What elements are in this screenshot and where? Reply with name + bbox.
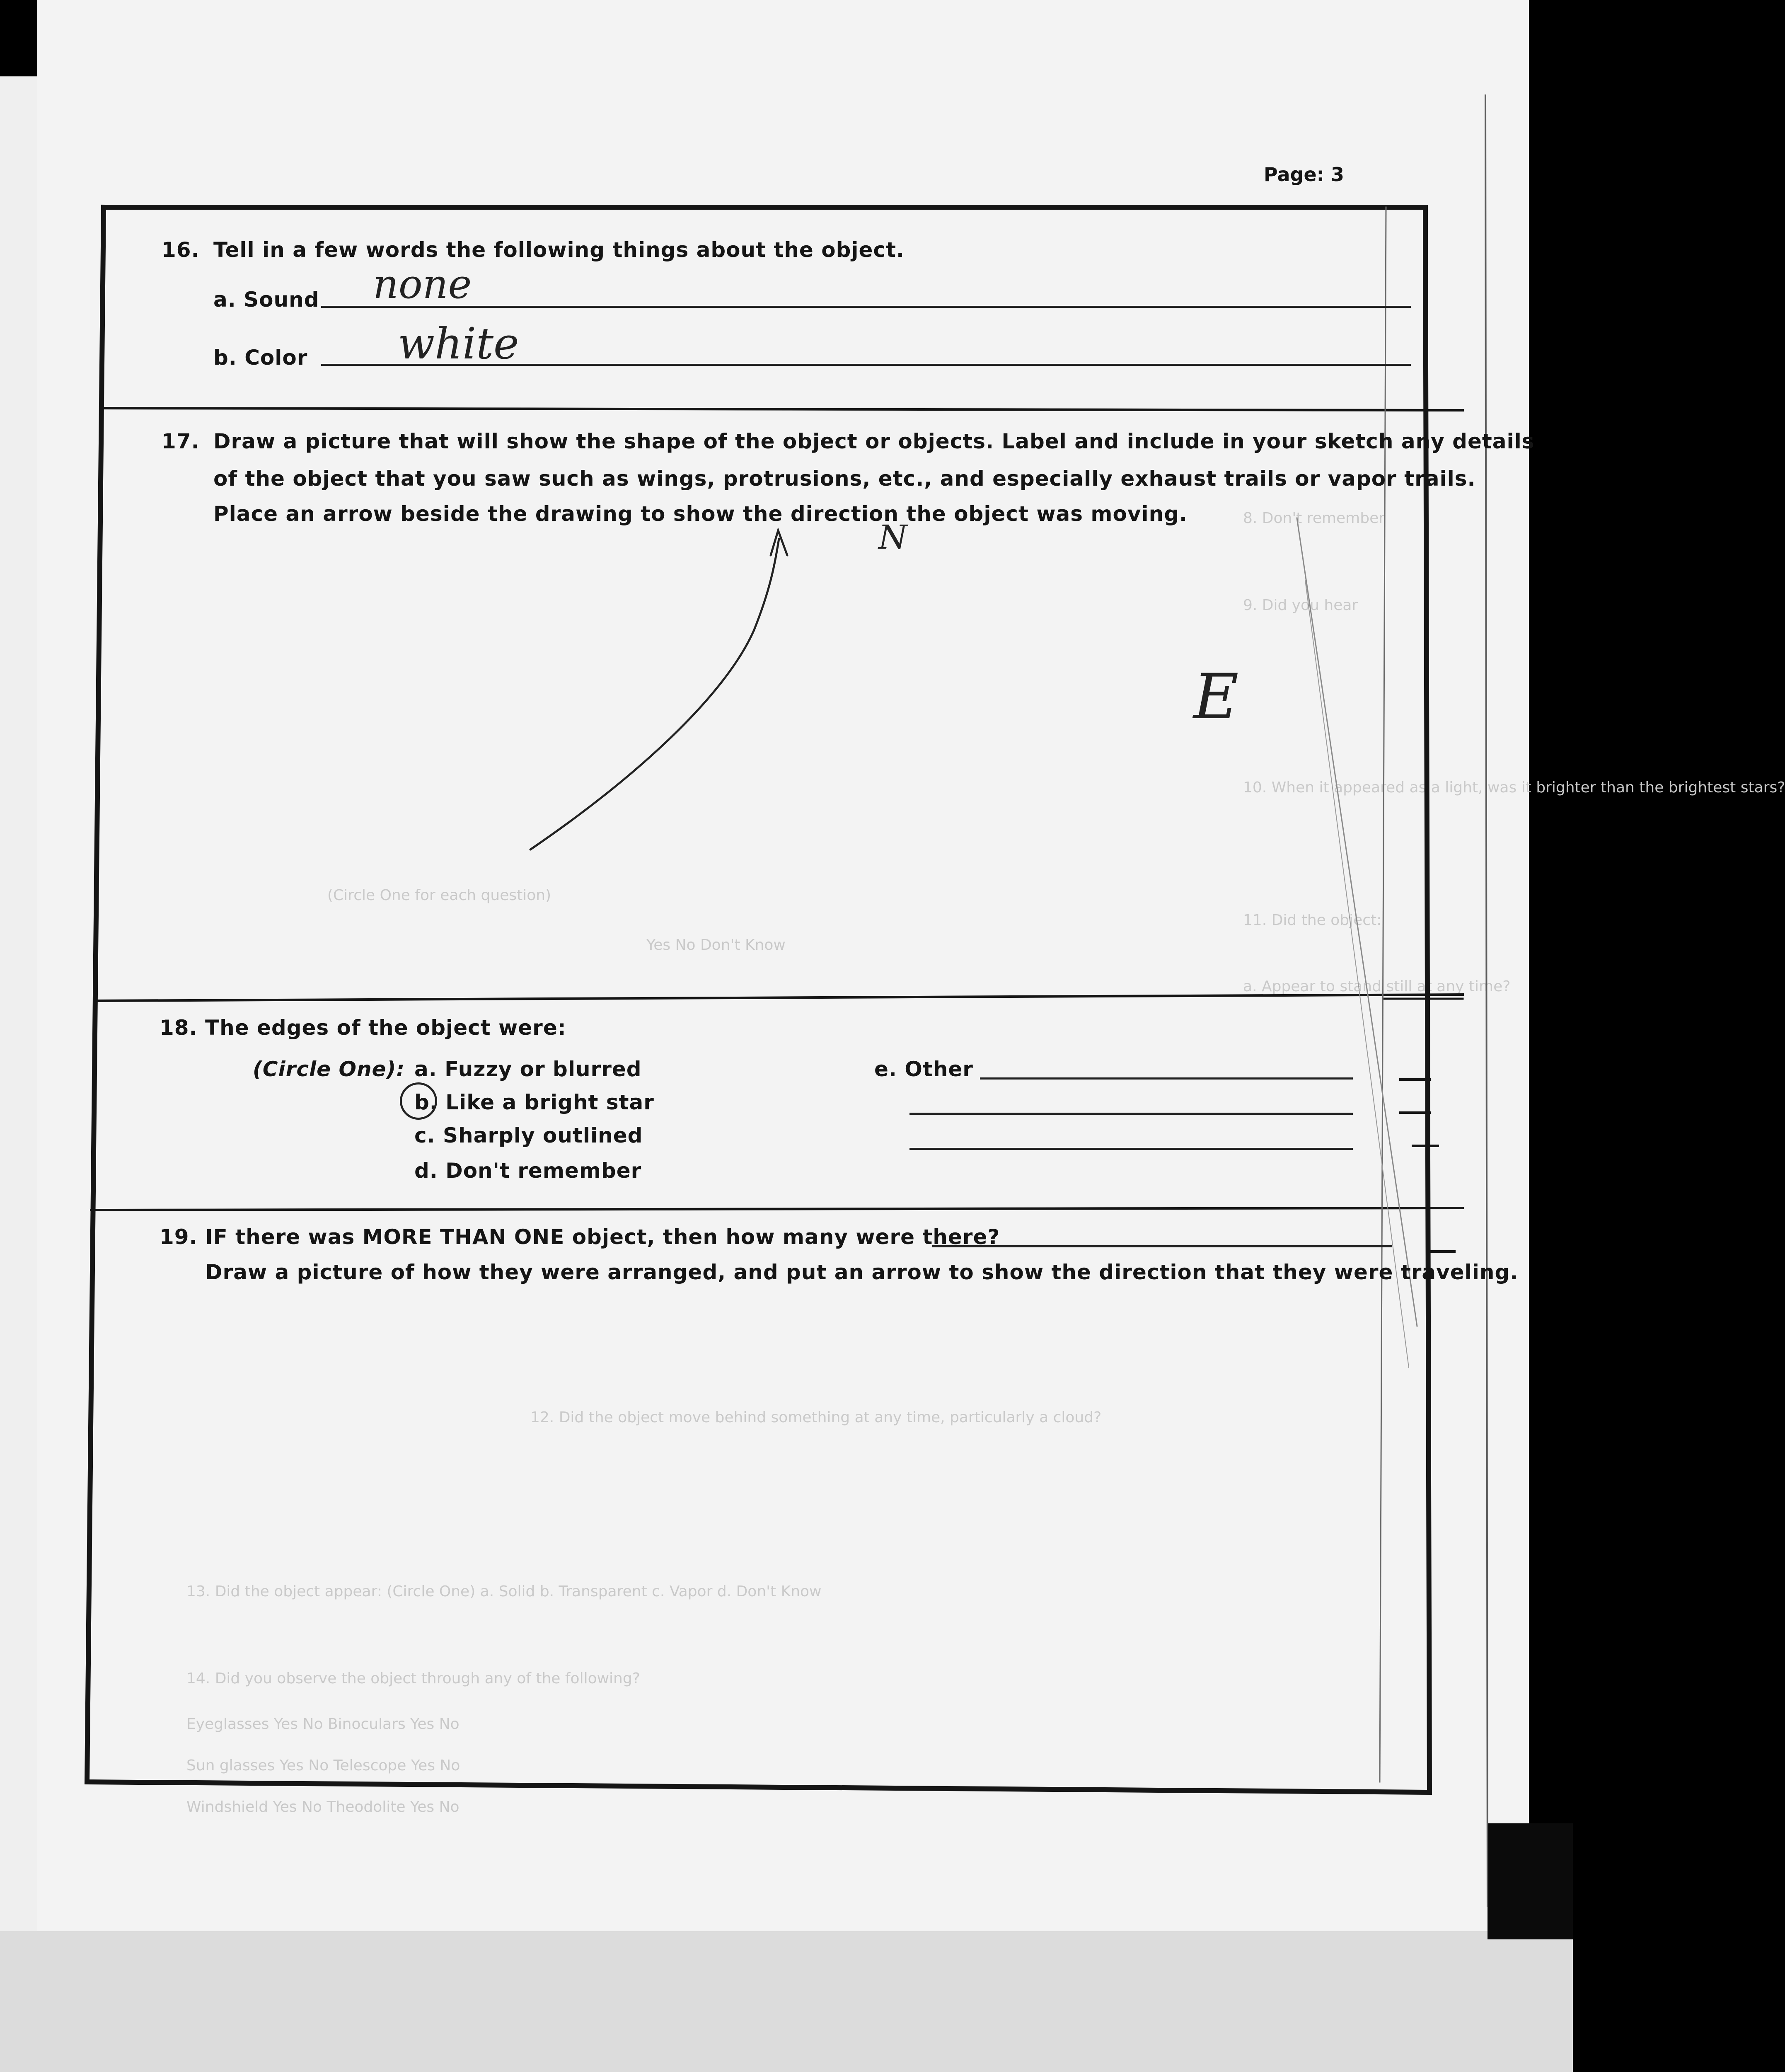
bleed-line: 8. Don't remember bbox=[1243, 510, 1385, 527]
q17-instructions-line1: Draw a picture that will show the shape of the object or objects. Label and include in your sketch any details bbox=[213, 429, 1535, 453]
q19-prompt-line2: Draw a picture of how they were arranged, and put an arrow to show the direction that they were traveling. bbox=[205, 1260, 1519, 1284]
q19-sketch-area[interactable] bbox=[124, 1297, 1392, 1761]
q17-instructions-line3: Place an arrow beside the drawing to show the direction the object was moving. bbox=[213, 502, 1188, 526]
bleed-line: (Circle One for each question) bbox=[327, 887, 551, 904]
page-number: Page: 3 bbox=[1264, 163, 1345, 186]
q19-count-line[interactable] bbox=[932, 1245, 1392, 1247]
q16-sound-label: a. Sound bbox=[213, 288, 319, 312]
q17-sketch-area[interactable] bbox=[497, 522, 1284, 879]
bleed-line: Sun glasses Yes No Telescope Yes No bbox=[186, 1757, 460, 1774]
q18-option-c[interactable]: c. Sharply outlined bbox=[414, 1123, 643, 1147]
sketch-north-label: N bbox=[878, 518, 907, 557]
q18-circle-one: (Circle One): bbox=[253, 1057, 405, 1081]
q18-option-e[interactable]: e. Other bbox=[874, 1057, 973, 1081]
q18-other-line-2[interactable] bbox=[909, 1113, 1353, 1115]
q16-color-label: b. Color bbox=[213, 346, 308, 370]
bleed-line: Windshield Yes No Theodolite Yes No bbox=[186, 1798, 460, 1815]
q16-sound-answer[interactable]: none bbox=[373, 261, 472, 307]
bleed-line: 10. When it appeared as a light, was it brighter than the brightest stars? bbox=[1243, 779, 1785, 796]
q17-number: 17. bbox=[162, 429, 200, 453]
q18-other-line-1[interactable] bbox=[980, 1077, 1353, 1080]
bleed-line: 9. Did you hear bbox=[1243, 597, 1358, 614]
q18-other-line-3[interactable] bbox=[909, 1148, 1353, 1150]
q18-number: 18. bbox=[160, 1016, 198, 1040]
q18-prompt: The edges of the object were: bbox=[205, 1016, 566, 1040]
bleed-line: 11. Did the object: bbox=[1243, 912, 1382, 929]
q16-sound-line[interactable] bbox=[321, 306, 1411, 308]
q17-instructions-line2: of the object that you saw such as wings, protrusions, etc., and especially exhaust trails or vapor trails. bbox=[213, 467, 1476, 491]
bleed-line: 12. Did the object move behind something at any time, particularly a cloud? bbox=[530, 1409, 1102, 1426]
q16-number: 16. bbox=[162, 238, 200, 262]
q18-option-a[interactable]: a. Fuzzy or blurred bbox=[414, 1057, 642, 1081]
bleed-line: 13. Did the object appear: (Circle One) a. Solid b. Transparent c. Vapor d. Don't Know bbox=[186, 1583, 822, 1600]
bleed-line: Eyeglasses Yes No Binoculars Yes No bbox=[186, 1716, 460, 1733]
q18-option-b[interactable]: b. Like a bright star bbox=[414, 1090, 654, 1114]
trajectory-path bbox=[530, 539, 779, 850]
q18-selected-circle bbox=[400, 1082, 437, 1120]
q18-option-d[interactable]: d. Don't remember bbox=[414, 1159, 642, 1183]
q16-prompt: Tell in a few words the following things about the object. bbox=[213, 238, 905, 262]
sketch-east-label: E bbox=[1193, 661, 1239, 733]
q19-number: 19. bbox=[160, 1225, 198, 1249]
bleed-line: a. Appear to stand still at any time? bbox=[1243, 978, 1511, 995]
bleed-line: Yes No Don't Know bbox=[646, 937, 786, 954]
q16-color-answer[interactable]: white bbox=[398, 318, 519, 369]
q19-prompt-line1: IF there was MORE THAN ONE object, then how many were there? bbox=[205, 1225, 1000, 1249]
bleed-line: 14. Did you observe the object through any of the following? bbox=[186, 1670, 640, 1687]
